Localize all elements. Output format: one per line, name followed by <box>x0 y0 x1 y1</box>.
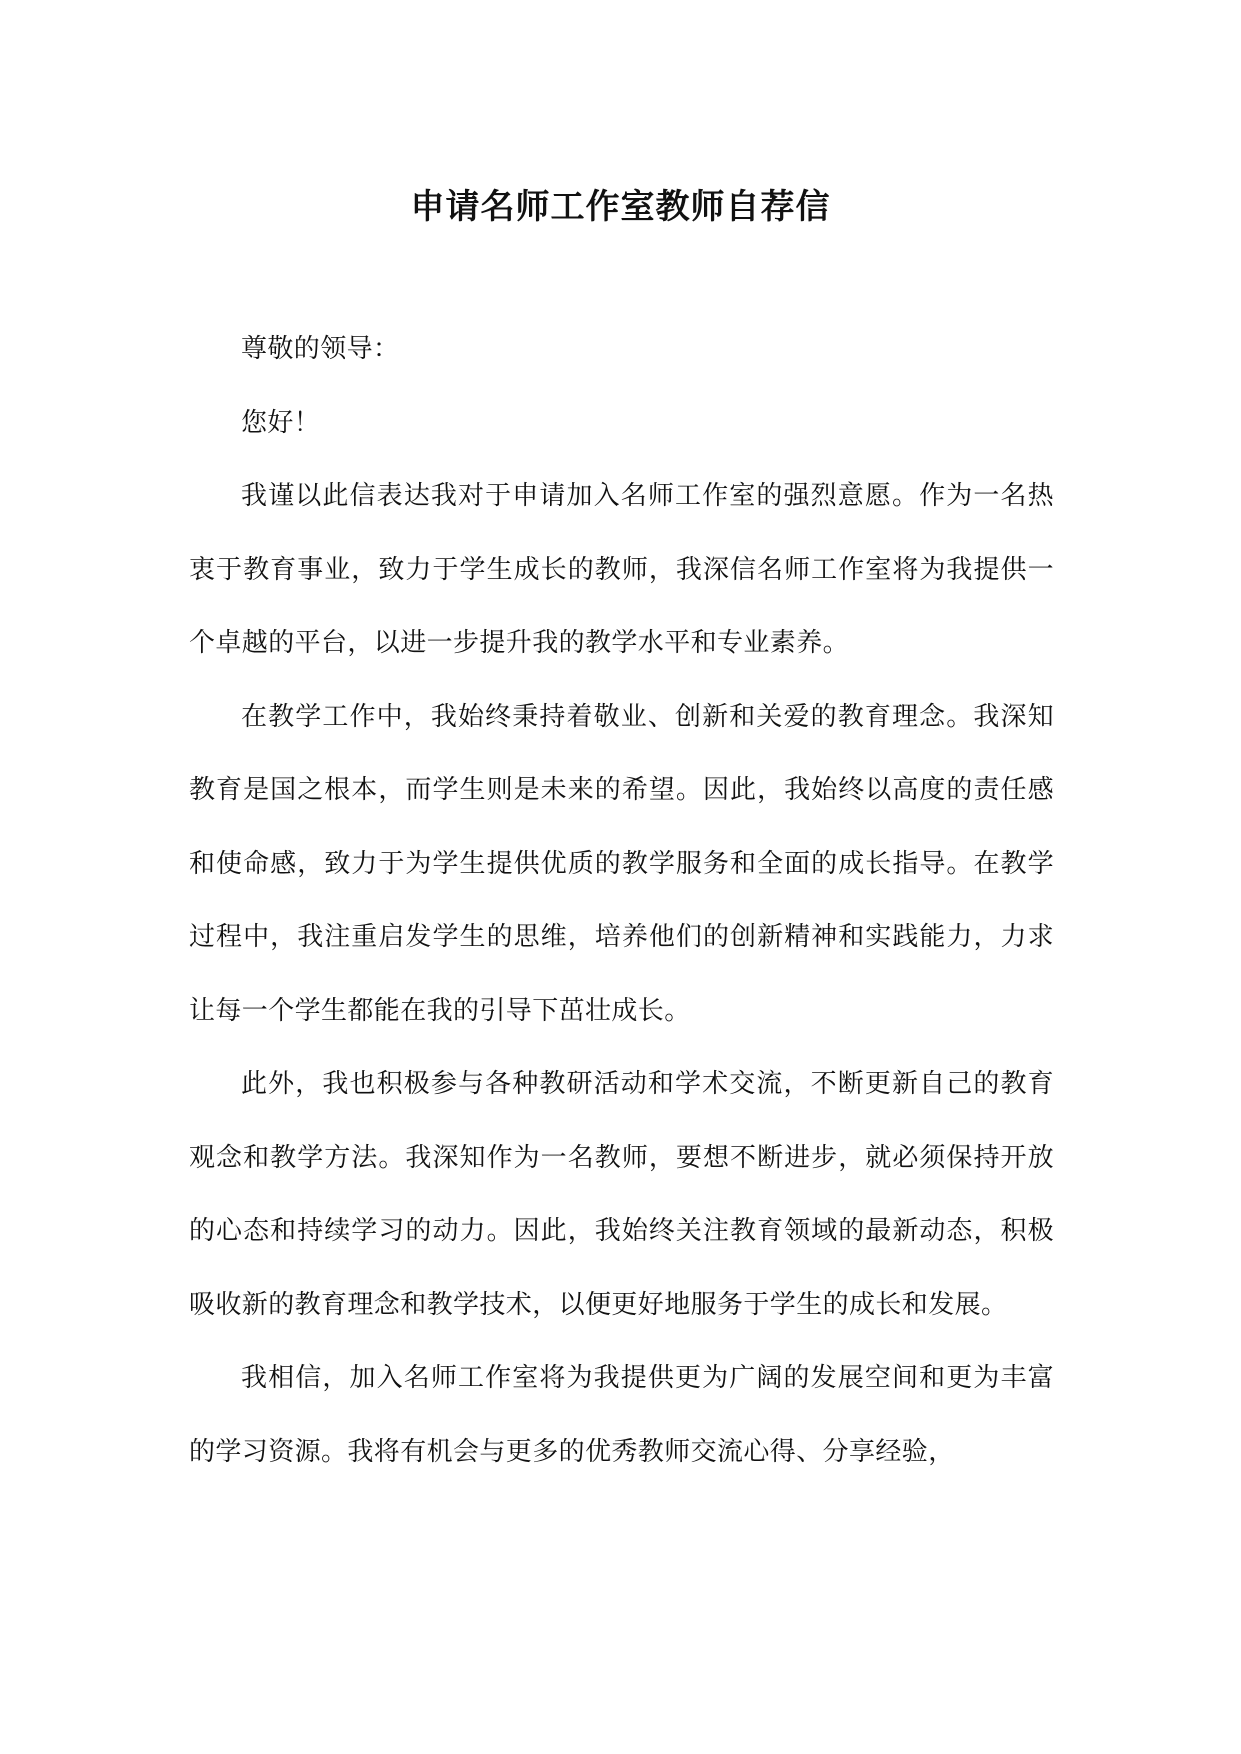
greeting: 您好！ <box>241 407 321 438</box>
page-title: 申请名师工作室教师自荐信 <box>410 187 831 227</box>
paragraph-professional-development: 此外，我也积极参与各种教研活动和学术交流，不断更新自己的教育观念和教学方法。我深知作为一名教师，要想不断进步，就必须保持开放的心态和持续学习的动力。因此，我始终关注教育领域的最新动态，积极吸收新的教育理念和教学技术，以便更好地服务于学生的成长和发展。 <box>189 1069 1054 1320</box>
paragraph-teaching-philosophy: 在教学工作中，我始终秉持着敬业、创新和关爱的教育理念。我深知教育是国之根本，而学生则是未来的希望。因此，我始终以高度的责任感和使命感，致力于为学生提供优质的教学服务和全面的成长指导。在教学过程中，我注重启发学生的思维，培养他们的创新精神和实践能力，力求让每一个学生都能在我的引导下茁壮成长。 <box>189 701 1054 1026</box>
paragraph-expectation: 我相信，加入名师工作室将为我提供更为广阔的发展空间和更为丰富的学习资源。我将有机会与更多的优秀教师交流心得、分享经验， <box>189 1363 1054 1467</box>
letter-body <box>189 313 1054 1489</box>
salutation: 尊敬的领导： <box>241 334 400 364</box>
paragraph-intent: 我谨以此信表达我对于申请加入名师工作室的强烈意愿。作为一名热衷于教育事业，致力于学生成长的教师，我深信名师工作室将为我提供一个卓越的平台，以进一步提升我的教学水平和专业素养。 <box>189 481 1054 658</box>
